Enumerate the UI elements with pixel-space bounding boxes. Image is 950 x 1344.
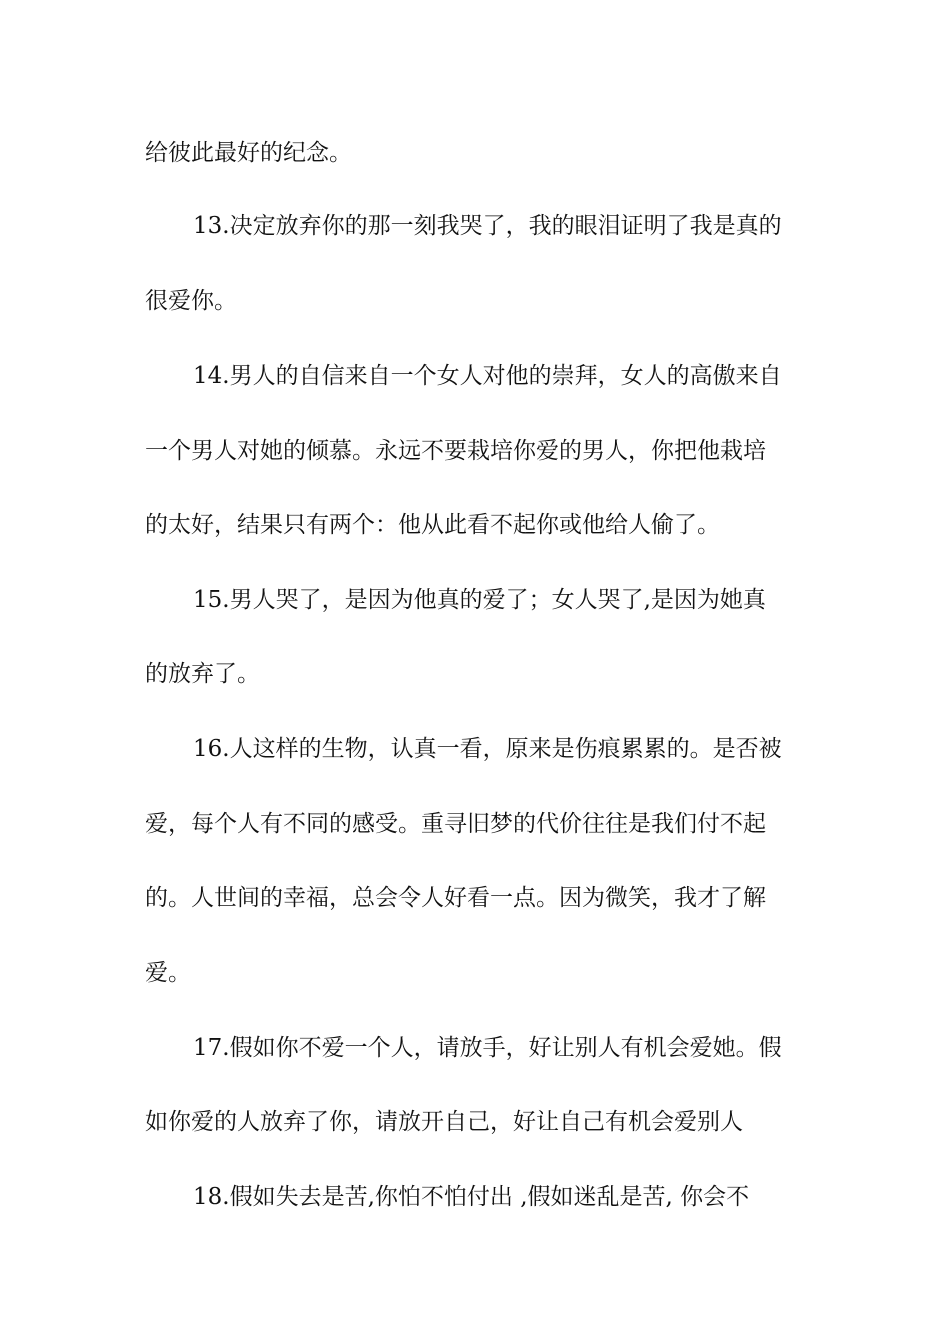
text-line-13: 17.假如你不爱一个人，请放手，好让别人有机会爱她。假 — [193, 1035, 782, 1061]
text-line-15: 18.假如失去是苦,你怕不怕付出 ,假如迷乱是苦, 你会不 — [193, 1184, 750, 1210]
text-line-3: 很爱你。 — [145, 288, 237, 314]
text-line-12: 爱。 — [145, 960, 191, 986]
text-line-8: 的放弃了。 — [145, 661, 260, 687]
text-line-1: 给彼此最好的纪念。 — [145, 140, 352, 166]
text-line-2: 13.决定放弃你的那一刻我哭了，我的眼泪证明了我是真的 — [193, 213, 782, 239]
text-line-9: 16.人这样的生物，认真一看，原来是伤痕累累的。是否被 — [193, 736, 782, 762]
text-line-10: 爱，每个人有不同的感受。重寻旧梦的代价往往是我们付不起 — [145, 811, 766, 837]
text-line-14: 如你爱的人放弃了你，请放开自己，好让自己有机会爱别人 — [145, 1109, 743, 1135]
text-line-4: 14.男人的自信来自一个女人对他的崇拜，女人的高傲来自 — [193, 363, 782, 389]
text-line-6: 的太好，结果只有两个：他从此看不起你或他给人偷了。 — [145, 512, 720, 538]
text-line-7: 15.男人哭了，是因为他真的爱了；女人哭了,是因为她真 — [193, 587, 766, 613]
text-line-11: 的。人世间的幸福，总会令人好看一点。因为微笑，我才了解 — [145, 885, 766, 911]
text-line-5: 一个男人对她的倾慕。永远不要栽培你爱的男人，你把他栽培 — [145, 438, 766, 464]
